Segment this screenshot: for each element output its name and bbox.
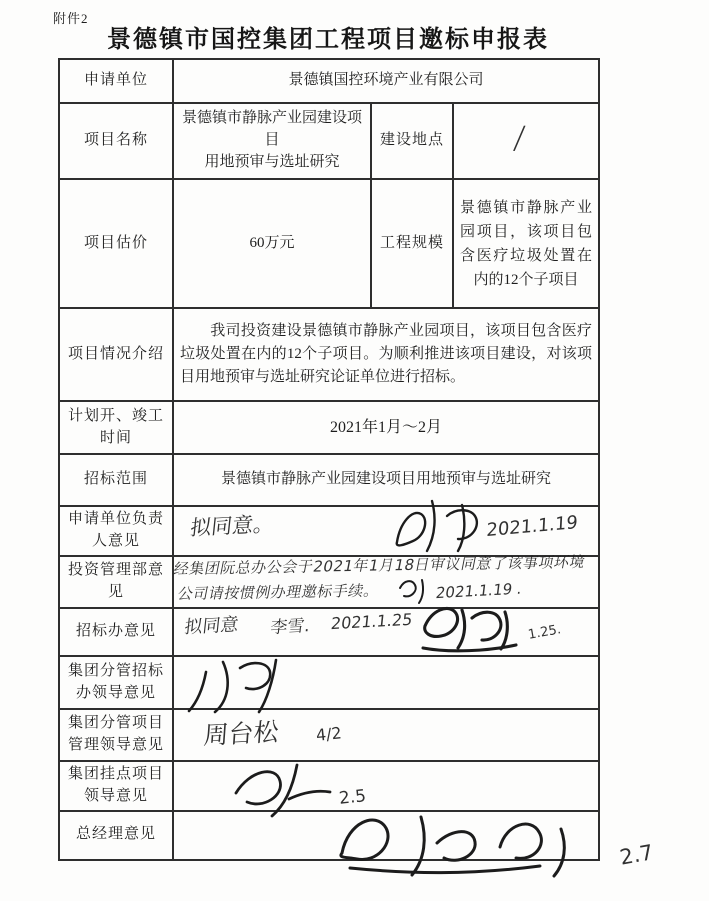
handwritten-date-investment: 2021.1.19 . (434, 579, 523, 603)
handwritten-date-general-manager: 2.7 (618, 840, 656, 870)
schedule-value: 2021年1月～2月 (173, 401, 599, 454)
site-value-cell (453, 103, 599, 179)
scope-label: 招标范围 (59, 454, 173, 506)
handwritten-site-slash: / (512, 118, 527, 157)
table-row-applicant (59, 59, 599, 103)
table-row-opinion-bid-office (59, 608, 599, 656)
table-row-schedule (59, 401, 599, 454)
scale-value: 景德镇市静脉产业园项目，该项目包含医疗垃圾处置在内的12个子项目 (453, 179, 599, 308)
applicant-label: 申请单位 (59, 59, 173, 103)
project-name-line2: 用地预审与选址研究 (204, 153, 340, 170)
handwritten-date-applicant-head: 2021.1.19 (485, 512, 579, 542)
project-name-label: 项目名称 (59, 103, 173, 179)
scope-value: 景德镇市静脉产业园建设项目用地预审与选址研究 (173, 454, 599, 506)
handwritten-line1-investment: 经集团阮总办公会于2021年1月18日审议同意了该事项环境 (172, 552, 587, 579)
opinion-label-3: 集团分管招标办领导意见 (59, 656, 173, 709)
handwritten-signer-bid-office: 李雪. (269, 615, 311, 639)
handwritten-date-liaison-leader: 2.5 (338, 786, 367, 809)
table-row-intro (59, 308, 599, 401)
opinion-label-2: 招标办意见 (59, 608, 173, 656)
opinion-label-1: 投资管理部意见 (59, 556, 173, 608)
opinion-cell-5 (173, 761, 599, 811)
opinion-label-0: 申请单位负责人意见 (59, 506, 173, 556)
table-row-opinion-liaison-leader (59, 761, 599, 811)
opinion-label-5: 集团挂点项目领导意见 (59, 761, 173, 811)
project-name-value (173, 103, 371, 179)
intro-value (173, 308, 599, 401)
opinion-cell-3 (173, 656, 599, 709)
handwritten-date-bid-office: 2021.1.25 (329, 609, 414, 634)
intro-text: 我司投资建设景德镇市静脉产业园项目，该项目包含医疗垃圾处置在内的12个子项目。为顺利推进该项目建设，对该项目用地预审与选址研究论证单位进行招标。 (180, 322, 592, 386)
handwritten-note-applicant-head: 拟同意。 (189, 511, 276, 541)
table-row-opinion-bid-leader (59, 656, 599, 709)
handwritten-line2-investment: 公司请按惯例办理邀标手续。 (176, 581, 382, 604)
schedule-label: 计划开、竣工时间 (59, 401, 173, 454)
opinion-label-6: 总经理意见 (59, 811, 173, 860)
handwritten-note-bid-office: 拟同意 (183, 614, 240, 639)
site-label: 建设地点 (371, 103, 453, 179)
estimate-value: 60万元 (173, 179, 371, 308)
intro-label: 项目情况介绍 (59, 308, 173, 401)
table-row-scope (59, 454, 599, 506)
table-row-estimate (59, 179, 599, 308)
handwritten-date-project-leader: 4/2 (315, 723, 343, 745)
page-title: 景德镇市国控集团工程项目邀标申报表 (107, 27, 549, 53)
estimate-label: 项目估价 (59, 179, 173, 308)
handwritten-date2-bid-office: 1.25. (527, 622, 563, 643)
handwritten-signer-project-leader: 周台松 (202, 717, 280, 751)
applicant-value: 景德镇国控环境产业有限公司 (173, 59, 599, 103)
opinion-label-4: 集团分管项目管理领导意见 (59, 709, 173, 761)
scale-label: 工程规模 (371, 179, 453, 308)
project-name-line1: 景德镇市静脉产业园建设项目 (181, 110, 362, 149)
opinion-cell-6 (173, 811, 599, 860)
attachment-label: 附件2 (53, 11, 89, 26)
table-row-opinion-general-manager (59, 811, 599, 860)
